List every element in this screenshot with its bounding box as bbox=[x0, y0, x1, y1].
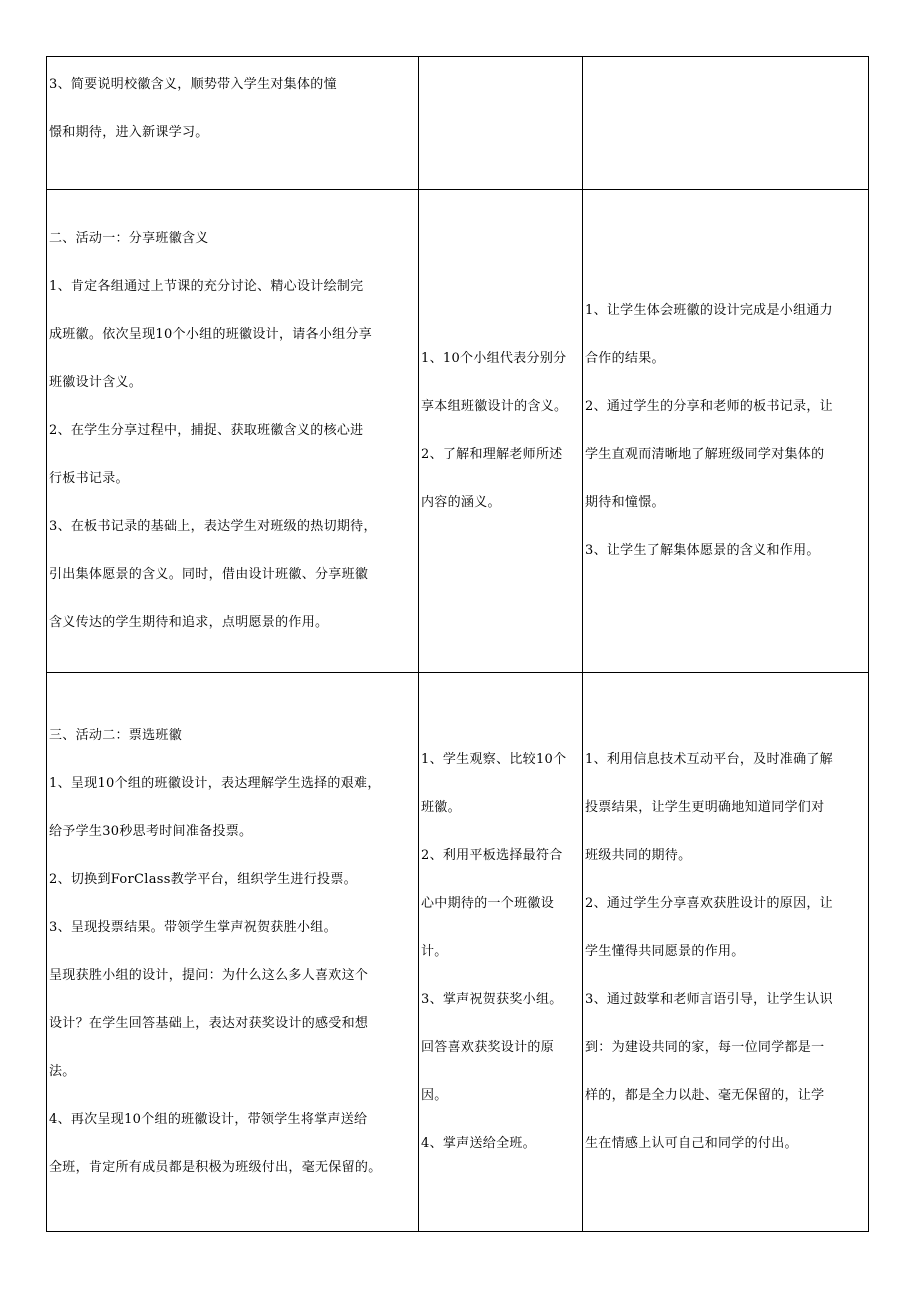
cell-text-line: 全班，肯定所有成员都是积极为班级付出，毫无保留的。 bbox=[49, 1160, 382, 1175]
cell-text-line: 4、再次呈现10个组的班徽设计，带领学生将掌声送给 bbox=[49, 1112, 368, 1127]
student-activity-cell bbox=[419, 190, 583, 673]
cell-text-line: 4、掌声送给全班。 bbox=[421, 1136, 536, 1151]
cell-text-line: 法。 bbox=[49, 1064, 76, 1079]
cell-text-line: 享本组班徽设计的含义。 bbox=[421, 399, 568, 414]
cell-text-line: 因。 bbox=[421, 1088, 448, 1103]
cell-text-line: 成班徽。依次呈现10个小组的班徽设计，请各小组分享 bbox=[49, 327, 373, 342]
teacher-activity-cell bbox=[47, 673, 419, 1232]
cell-text-line: 合作的结果。 bbox=[585, 351, 665, 366]
cell-text-line: 样的，都是全力以赴、毫无保留的，让学 bbox=[585, 1088, 825, 1103]
table-row bbox=[47, 57, 869, 190]
cell-text-line: 1、让学生体会班徽的设计完成是小组通力 bbox=[585, 303, 833, 318]
cell-text-line: 行板书记录。 bbox=[49, 471, 129, 486]
cell-text-line: 3、掌声祝贺获奖小组。 bbox=[421, 992, 563, 1007]
cell-text-line: 3、在板书记录的基础上，表达学生对班级的热切期待， bbox=[49, 519, 377, 534]
lesson-plan-table bbox=[46, 56, 869, 1232]
cell-text-line: 3、通过鼓掌和老师言语引导，让学生认识 bbox=[585, 992, 833, 1007]
teacher-activity-cell bbox=[47, 57, 419, 190]
cell-text-line: 班徽。 bbox=[421, 800, 461, 815]
cell-text-line: 内容的涵义。 bbox=[421, 495, 501, 510]
cell-text-line: 引出集体愿景的含义。同时，借由设计班徽、分享班徽 bbox=[49, 567, 369, 582]
cell-text-line: 2、通过学生分享喜欢获胜设计的原因，让 bbox=[585, 896, 833, 911]
cell-text-line: 给予学生30秒思考时间准备投票。 bbox=[49, 824, 253, 839]
cell-text-line: 憬和期待，进入新课学习。 bbox=[49, 125, 209, 140]
cell-text-line: 班级共同的期待。 bbox=[585, 848, 692, 863]
cell-text-line: 投票结果，让学生更明确地知道同学们对 bbox=[585, 800, 825, 815]
cell-text-line: 期待和憧憬。 bbox=[585, 495, 665, 510]
cell-text-line: 三、活动二：票选班徽 bbox=[49, 728, 183, 743]
cell-text-line: 1、呈现10个组的班徽设计，表达理解学生选择的艰难， bbox=[49, 776, 381, 791]
cell-text-line: 1、10个小组代表分别分 bbox=[421, 351, 567, 366]
cell-text-line: 2、切换到ForClass教学平台，组织学生进行投票。 bbox=[49, 872, 357, 887]
cell-text-line: 学生直观而清晰地了解班级同学对集体的 bbox=[585, 447, 825, 462]
cell-text-line: 2、通过学生的分享和老师的板书记录，让 bbox=[585, 399, 833, 414]
student-activity-cell bbox=[419, 57, 583, 190]
table-row bbox=[47, 673, 869, 1232]
cell-text-line: 1、肯定各组通过上节课的充分讨论、精心设计绘制完 bbox=[49, 279, 364, 294]
cell-text-line: 1、利用信息技术互动平台，及时准确了解 bbox=[585, 752, 833, 767]
cell-text-line: 班徽设计含义。 bbox=[49, 375, 143, 390]
cell-text-line: 回答喜欢获奖设计的原 bbox=[421, 1040, 555, 1055]
cell-text-line: 2、利用平板选择最符合 bbox=[421, 848, 563, 863]
teacher-activity-cell bbox=[47, 190, 419, 673]
table-row bbox=[47, 190, 869, 673]
cell-text-line: 生在情感上认可自己和同学的付出。 bbox=[585, 1136, 798, 1151]
cell-text-line: 呈现获胜小组的设计，提问：为什么这么多人喜欢这个 bbox=[49, 968, 369, 983]
cell-text-line: 到：为建设共同的家，每一位同学都是一 bbox=[585, 1040, 825, 1055]
design-intent-cell bbox=[583, 190, 869, 673]
cell-text-line: 2、了解和理解老师所述 bbox=[421, 447, 563, 462]
design-intent-cell bbox=[583, 673, 869, 1232]
cell-text-line: 含义传达的学生期待和追求，点明愿景的作用。 bbox=[49, 615, 329, 630]
cell-text-line: 二、活动一：分享班徽含义 bbox=[49, 231, 209, 246]
cell-text-line: 学生懂得共同愿景的作用。 bbox=[585, 944, 745, 959]
cell-text-line: 3、让学生了解集体愿景的含义和作用。 bbox=[585, 543, 820, 558]
cell-text-line: 1、学生观察、比较10个 bbox=[421, 752, 567, 767]
cell-text-line: 3、呈现投票结果。带领学生掌声祝贺获胜小组。 bbox=[49, 920, 337, 935]
student-activity-cell bbox=[419, 673, 583, 1232]
cell-text-line: 2、在学生分享过程中，捕捉、获取班徽含义的核心进 bbox=[49, 423, 364, 438]
cell-text-line: 心中期待的一个班徽设 bbox=[421, 896, 555, 911]
design-intent-cell bbox=[583, 57, 869, 190]
cell-text-line: 计。 bbox=[421, 944, 448, 959]
cell-text-line: 设计？在学生回答基础上，表达对获奖设计的感受和想 bbox=[49, 1016, 369, 1031]
cell-text-line: 3、简要说明校徽含义，顺势带入学生对集体的憧 bbox=[49, 77, 337, 92]
